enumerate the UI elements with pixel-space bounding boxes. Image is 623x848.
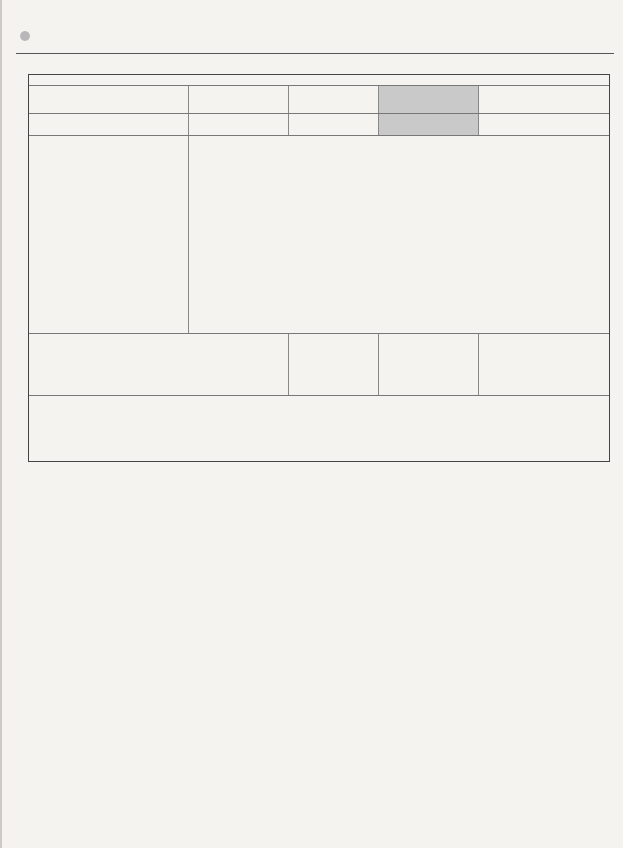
subheader-empty-left [29, 114, 189, 135]
subheader-empty-right [479, 114, 611, 135]
header-areas [289, 86, 379, 113]
legend-table [28, 74, 610, 462]
text-column-2 [224, 490, 406, 502]
header-a3 [379, 86, 479, 113]
table-subheader-row [29, 114, 609, 136]
table-title-row [29, 75, 609, 86]
table-body-block [29, 136, 609, 334]
left-notes-cell [29, 136, 189, 333]
extra-a3-cell [379, 334, 479, 395]
extra-left-cell [29, 334, 289, 395]
extra-right-cell [479, 334, 611, 395]
table-extra-row [29, 334, 609, 396]
subheader-a2 [189, 114, 289, 135]
header-hints-a2 [29, 86, 189, 113]
subheader-a3 [379, 114, 479, 135]
table-title-text [29, 75, 609, 85]
section-heading [16, 27, 30, 47]
rules-left-cell [29, 396, 319, 462]
right-notes-cell [479, 136, 611, 333]
table-rules-row [29, 396, 609, 462]
header-a2 [189, 86, 289, 113]
rules-right-cell [319, 396, 611, 462]
text-column-1 [28, 490, 210, 502]
heading-bullet-icon [20, 31, 30, 41]
extra-area-cell [289, 334, 379, 395]
heading-rule [16, 53, 614, 54]
table-header-row [29, 86, 609, 114]
subheader-empty-mid [289, 114, 379, 135]
header-hints-a3 [479, 86, 611, 113]
middle-rows [189, 136, 479, 334]
